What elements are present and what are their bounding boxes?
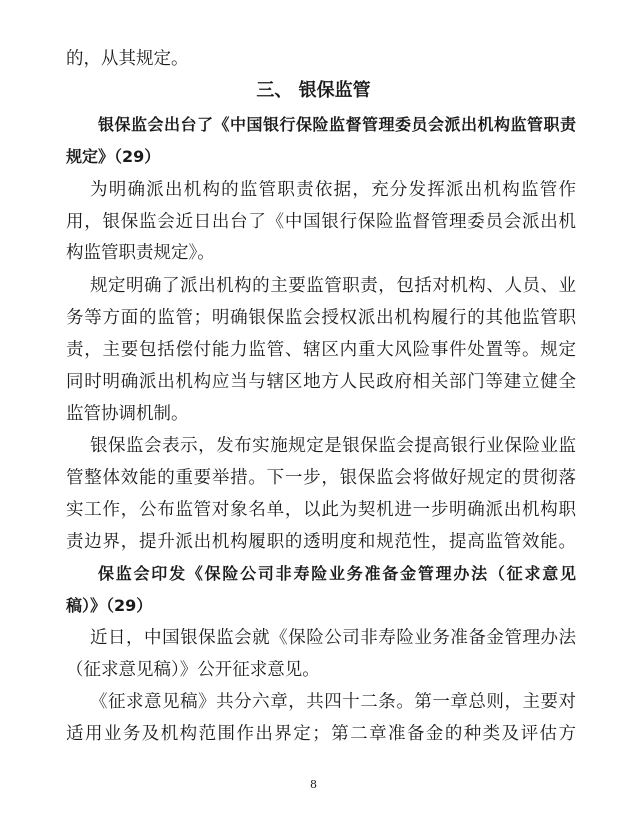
text-line: 同时明确派出机构应当与辖区地方人民政府相关部门等建立健全 [66,372,576,392]
page-number: 8 [310,778,317,791]
text-line: 《征求意见稿》共分六章，共四十二条。第一章总则，主要对 [90,692,576,712]
text-line: 责，主要包括偿付能力监管、辖区内重大风险事件处置等。规定 [66,340,576,360]
article-headline: 保监会印发《保险公司非寿险业务准备金管理办法（征求意见 [98,564,576,583]
text-line: 近日，中国银保监会就《保险公司非寿险业务准备金管理办法 [90,628,576,648]
text-line: 务等方面的监管；明确银保监会授权派出机构履行的其他监管职 [66,308,576,328]
article-headline-cont: 规定》（29） [66,147,161,166]
article-headline-cont: 稿）》（29） [66,596,153,615]
text-line: 银保监会表示，发布实施规定是银保监会提高银行业保险业监 [90,436,576,456]
section-title: 三、 银保监管 [256,80,371,101]
text-line: 责边界，提升派出机构履职的透明度和规范性，提高监管效能。 [66,532,576,552]
article-headline: 银保监会出台了《中国银行保险监督管理委员会派出机构监管职责 [98,115,576,134]
text-line: 用，银保监会近日出台了《中国银行保险监督管理委员会派出机 [66,212,576,232]
text-line: 实工作，公布监管对象名单，以此为契机进一步明确派出机构职 [66,500,576,520]
text-line: 适用业务及机构范围作出界定；第二章准备金的种类及评估方 [66,724,576,744]
text-line: 构监管职责规定》。 [66,243,215,263]
text-line: 的，从其规定。 [66,49,189,69]
text-line: 监管协调机制。 [66,404,189,424]
text-line: 为明确派出机构的监管职责依据，充分发挥派出机构监管作 [90,180,576,200]
text-line: 管整体效能的重要举措。下一步，银保监会将做好规定的贯彻落 [66,468,576,488]
text-line: 规定明确了派出机构的主要监管职责，包括对机构、人员、业 [90,276,576,296]
text-line: （征求意见稿）》公开征求意见。 [66,660,320,680]
